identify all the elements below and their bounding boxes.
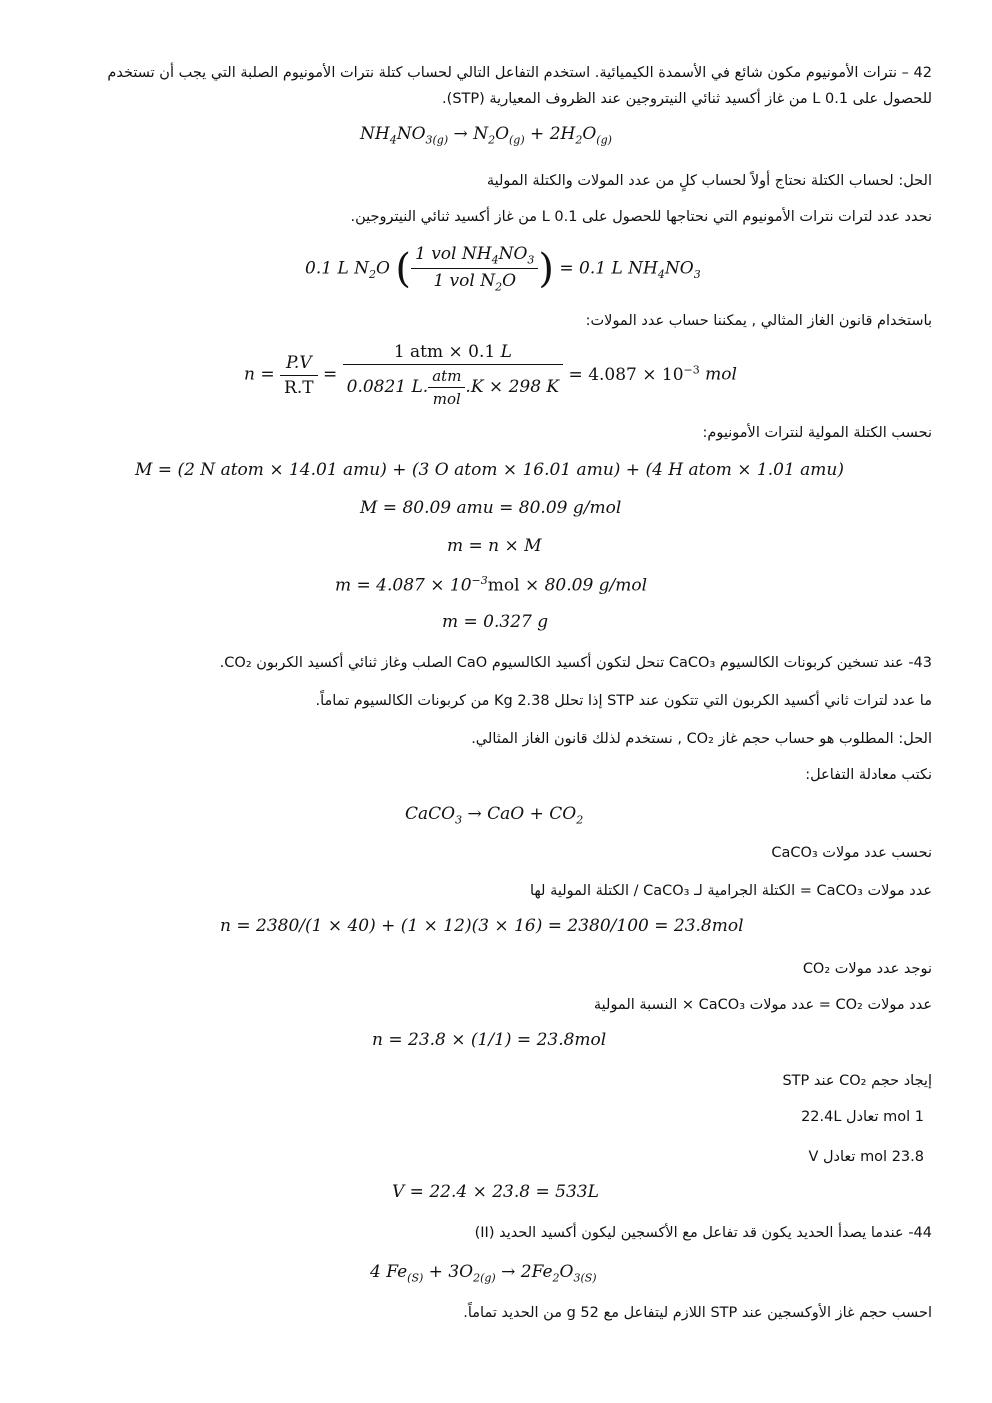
q42-step2: باستخدام قانون الغاز المثالي , يمكننا حساب عدد المولات: (585, 313, 932, 329)
q43-volume-calculation: V = 22.4 × 23.8 = 533L (392, 1182, 599, 1202)
q43-equivalence-1: 1 mol تعادل 22.4L (801, 1109, 924, 1125)
q43-moles-rule: عدد مولات CaCO₃ = الكتلة الجرامية لـ CaCO₃ / الكتلة المولية لها (529, 883, 932, 899)
q42-solution-intro: الحل: لحساب الكتلة نحتاج أولاً لحساب كلٍ من عدد المولات والكتلة المولية (486, 173, 932, 189)
q43-text-line2: ما عدد لترات ثاني أكسيد الكربون التي تتكون عند STP إذا تحلل 2.38 Kg من كربونات الكالسيوم تماماً. (315, 693, 932, 709)
q42-text-line1: 42 – نترات الأمونيوم مكون شائع في الأسمدة الكيميائية. استخدم التفاعل التالي لحساب كتلة نترات الأمونيوم الصلبة التي يجب أن تستخدم (107, 65, 932, 81)
q44-text-line2: احسب حجم غاز الأوكسجين عند STP اللازم ليتفاعل مع 52 g من الحديد تماماً. (463, 1305, 932, 1321)
q43-solution-intro: الحل: المطلوب هو حساب حجم غاز CO₂ , نستخدم لذلك قانون الغاز المثالي. (471, 731, 932, 747)
q42-mass-substitution: $m = 4.087 \times 10^{-3}mol \times 80.09$ g/mol (335, 574, 648, 596)
q42-text-line2: للحصول على 0.1 L من غاز أكسيد ثنائي النيتروجين عند الظروف المعيارية (STP). (442, 91, 932, 107)
q42-mass-formula: m = n × M (447, 536, 542, 556)
q43-find-volume: إيجاد حجم CO₂ عند STP (782, 1073, 932, 1089)
q43-write-equation: نكتب معادلة التفاعل: (805, 767, 932, 783)
q42-step3: نحسب الكتلة المولية لنترات الأمونيوم: (702, 425, 932, 441)
q43-calc-moles: نحسب عدد مولات CaCO₃ (771, 845, 932, 861)
q43-reaction-equation: CaCO$_3$ → CaO + $CO_2$ (405, 804, 584, 827)
q42-reaction-equation: $NH_4NO_{3(g)} \to N_2O_{(g)} + 2H_2O_{(g)}$ (360, 124, 612, 147)
q42-step1: نحدد عدد لترات نترات الأمونيوم التي نحتاجها للحصول على 0.1 L من غاز أكسيد ثنائي النيتروجين. (350, 209, 932, 225)
q42-volume-ratio-equation: 0.1 L $N_2O$ ( $\frac{1 vol NH_4NO_3}{1 vol N_2O}$ ) = 0.1 L $NH_4NO_3$ (305, 244, 701, 294)
q42-mass-final: m = 0.327 g (442, 612, 549, 632)
q42-molar-mass-result: M = 80.09 amu = 80.09 g/mol (360, 498, 622, 518)
q43-co2-moles-calculation: n = 23.8 × (1/1) = 23.8mol (372, 1030, 607, 1050)
q42-molar-mass-sum: M = (2 N atom × 14.01 amu) + (3 O atom × 16.01 amu) + (4 H atom × 1.01 amu) (135, 460, 844, 480)
q42-ideal-gas-equation: n = $\frac{P.V}{R.T}$ = 1 atm × 0.1 L 0.0821 L. $\frac{\text{atm}}{\text{mol}}$ .K × 298 K = $4.087 \times 10^{-3}$ mol (244, 342, 737, 408)
q43-equivalence-2: 23.8 mol تعادل V (808, 1149, 924, 1165)
q44-reaction-equation: 4 $Fe_{(S)} + 3O_{2(g)} \to 2Fe_2O_{3(S)}$ (370, 1262, 597, 1285)
q43-co2-rule: عدد مولات CO₂ = عدد مولات CaCO₃ × النسبة المولية (593, 997, 932, 1013)
q43-text-line1: 43- عند تسخين كربونات الكالسيوم CaCO₃ تنحل لتكون أكسيد الكالسيوم CaO الصلب وغاز ثنائي أكسيد الكربون CO₂. (219, 655, 932, 671)
q43-find-co2: نوجد عدد مولات CO₂ (802, 961, 932, 977)
q44-text-line1: 44- عندما يصدأ الحديد يكون قد تفاعل مع الأكسجين ليكون أكسيد الحديد (II) (474, 1225, 932, 1241)
q43-moles-calculation: n = 2380/(1 × 40) + (1 × 12)(3 × 16) = 2380/100 = 23.8mol (220, 916, 744, 936)
